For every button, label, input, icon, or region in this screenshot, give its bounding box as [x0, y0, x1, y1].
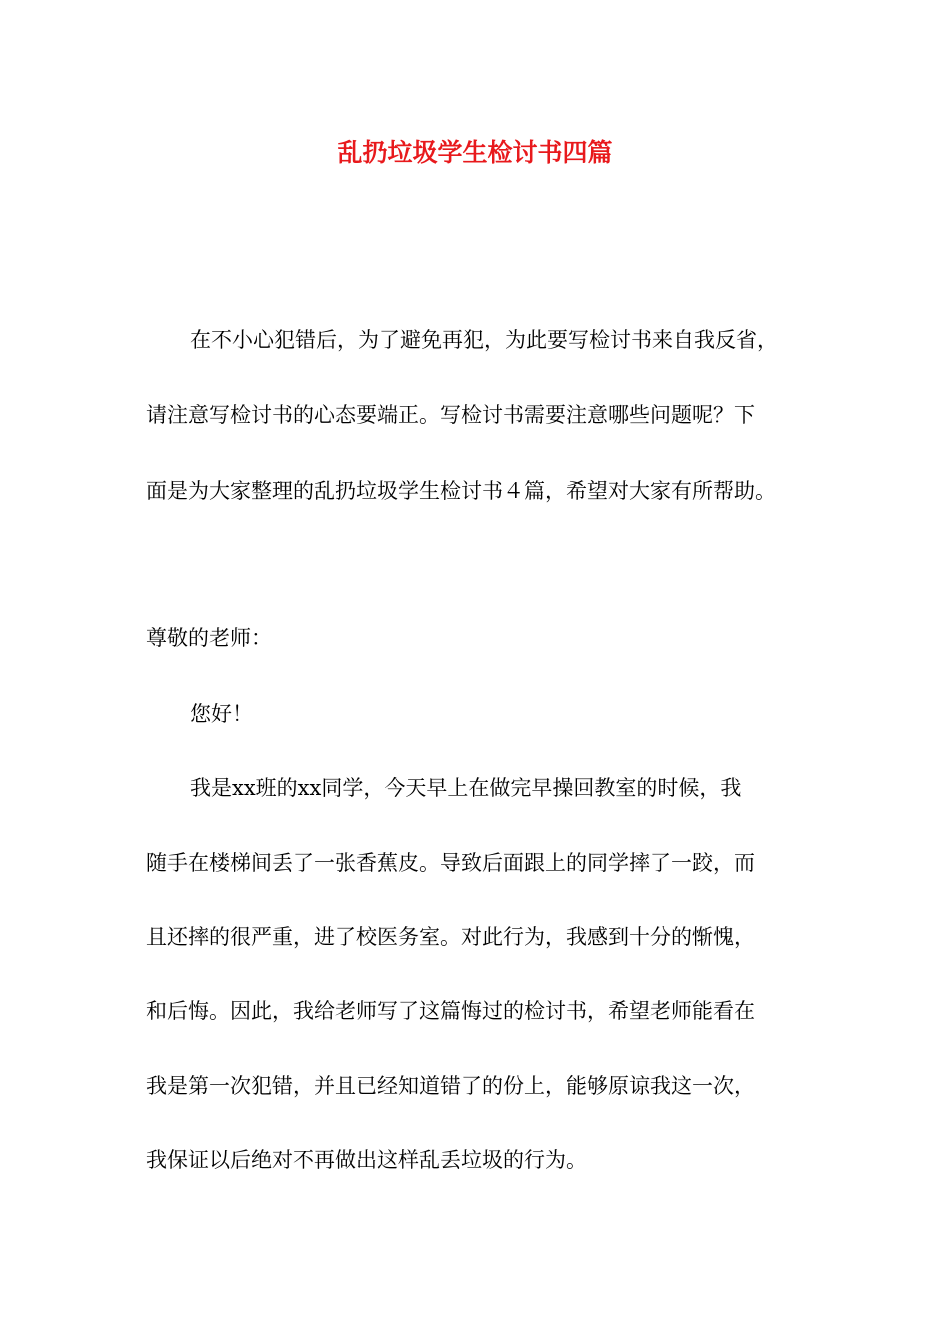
body-line: 且还摔的很严重，进了校医务室。对此行为，我感到十分的惭愧， — [146, 925, 755, 949]
salutation: 尊敬的老师： — [146, 626, 272, 650]
intro-line: 在不小心犯错后，为了避免再犯，为此要写检讨书来自我反省， — [190, 328, 778, 352]
body-line: 随手在楼梯间丢了一张香蕉皮。导致后面跟上的同学摔了一跤，而 — [146, 851, 755, 875]
body-line: 和后悔。因此，我给老师写了这篇悔过的检讨书，希望老师能看在 — [146, 999, 755, 1023]
body-line: 我保证以后绝对不再做出这样乱丢垃圾的行为。 — [146, 1148, 587, 1172]
intro-line: 请注意写检讨书的心态要端正。写检讨书需要注意哪些问题呢？下 — [146, 403, 755, 427]
body-line: 我是第一次犯错，并且已经知道错了的份上，能够原谅我这一次， — [146, 1074, 755, 1098]
greeting: 您好！ — [190, 702, 253, 726]
body-line: 我是xx班的xx同学，今天早上在做完早操回教室的时候，我 — [190, 776, 742, 800]
document-title: 乱扔垃圾学生检讨书四篇 — [337, 138, 613, 167]
intro-line: 面是为大家整理的乱扔垃圾学生检讨书４篇，希望对大家有所帮助。 — [146, 479, 776, 503]
